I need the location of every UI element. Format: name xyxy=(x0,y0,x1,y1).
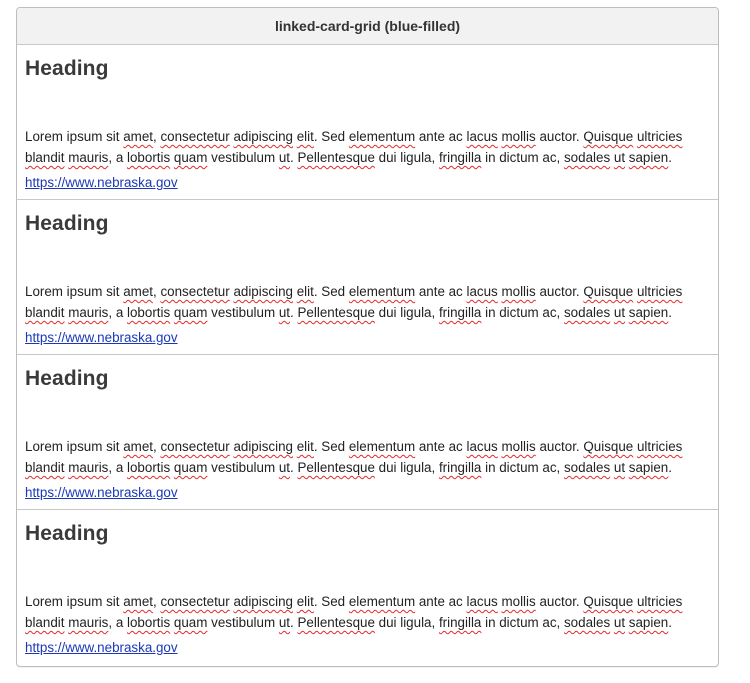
misspelled-word: consectetur xyxy=(160,129,230,144)
misspelled-word: ultricies xyxy=(636,439,683,454)
misspelled-word: fringilla xyxy=(438,305,482,320)
misspelled-word: lobortis xyxy=(127,615,171,630)
misspelled-word: ut xyxy=(613,460,626,475)
text-run: auctor. xyxy=(535,129,584,144)
misspelled-word: mollis xyxy=(501,284,536,299)
misspelled-word: Quisque xyxy=(583,129,634,144)
misspelled-word: elementum xyxy=(348,439,416,454)
misspelled-word: lacus xyxy=(466,129,498,144)
misspelled-word: elit xyxy=(296,439,314,454)
text-run: . Sed xyxy=(313,439,349,454)
card xyxy=(17,355,718,510)
misspelled-word: ut xyxy=(613,150,626,165)
misspelled-word: lobortis xyxy=(127,305,171,320)
misspelled-word: sodales xyxy=(563,615,611,630)
misspelled-word: consectetur xyxy=(160,594,230,609)
misspelled-word: mollis xyxy=(501,439,536,454)
misspelled-word: mollis xyxy=(501,129,536,144)
misspelled-word: lacus xyxy=(466,284,498,299)
misspelled-word: amet xyxy=(123,594,154,609)
misspelled-word: adipiscing xyxy=(233,439,293,454)
misspelled-word: fringilla xyxy=(438,150,482,165)
misspelled-word: ultricies xyxy=(636,129,683,144)
misspelled-word: amet xyxy=(123,129,154,144)
misspelled-word: mauris xyxy=(68,150,109,165)
text-run: auctor. xyxy=(535,439,584,454)
text-run: ante ac xyxy=(415,439,467,454)
text-run: , xyxy=(153,594,161,609)
misspelled-word: adipiscing xyxy=(233,284,293,299)
text-run: . Sed xyxy=(313,594,349,609)
text-run: ante ac xyxy=(415,594,467,609)
card-link[interactable]: https://www.nebraska.gov xyxy=(25,330,178,345)
misspelled-word: blandit xyxy=(25,150,65,165)
text-run: , xyxy=(153,439,161,454)
misspelled-word: elementum xyxy=(348,284,416,299)
card-heading[interactable]: Heading xyxy=(25,212,109,235)
misspelled-word: quam xyxy=(173,615,208,630)
text-run: dui ligula, xyxy=(374,615,439,630)
misspelled-word: sapien xyxy=(628,150,669,165)
misspelled-word: consectetur xyxy=(160,284,230,299)
misspelled-word: sapien xyxy=(628,615,669,630)
text-run: in dictum ac, xyxy=(481,615,564,630)
misspelled-word: sapien xyxy=(628,305,669,320)
card-link[interactable]: https://www.nebraska.gov xyxy=(25,640,178,655)
misspelled-word: quam xyxy=(173,305,208,320)
card-body-text[interactable] xyxy=(25,126,704,168)
misspelled-word: quam xyxy=(173,150,208,165)
card xyxy=(17,510,718,666)
misspelled-word: ut xyxy=(278,460,291,475)
text-run: ante ac xyxy=(415,129,467,144)
misspelled-word: Pellentesque xyxy=(297,150,375,165)
text-run: in dictum ac, xyxy=(481,305,564,320)
misspelled-word: Pellentesque xyxy=(297,460,375,475)
text-run: in dictum ac, xyxy=(481,460,564,475)
text-run: . xyxy=(290,460,298,475)
text-run: , xyxy=(153,129,161,144)
misspelled-word: ut xyxy=(278,150,291,165)
misspelled-word: amet xyxy=(123,284,154,299)
block-title: linked-card-grid (blue-filled) xyxy=(17,8,718,45)
text-run: , a xyxy=(108,615,127,630)
misspelled-word: elementum xyxy=(348,594,416,609)
text-run: vestibulum xyxy=(207,305,279,320)
text-run: vestibulum xyxy=(207,615,279,630)
misspelled-word: sodales xyxy=(563,150,611,165)
card-body-text[interactable] xyxy=(25,591,704,633)
text-run: vestibulum xyxy=(207,150,279,165)
text-run: auctor. xyxy=(535,284,584,299)
text-run: dui ligula, xyxy=(374,305,439,320)
misspelled-word: sodales xyxy=(563,305,611,320)
text-run: . Sed xyxy=(313,129,349,144)
misspelled-word: Quisque xyxy=(583,594,634,609)
misspelled-word: sodales xyxy=(563,460,611,475)
text-run: Lorem ipsum sit xyxy=(25,594,124,609)
misspelled-word: elementum xyxy=(348,129,416,144)
card-body-text[interactable] xyxy=(25,281,704,323)
misspelled-word: lacus xyxy=(466,594,498,609)
text-run: . xyxy=(668,150,672,165)
card xyxy=(17,45,718,200)
misspelled-word: mauris xyxy=(68,305,109,320)
misspelled-word: adipiscing xyxy=(233,594,293,609)
misspelled-word: ultricies xyxy=(636,284,683,299)
text-run: dui ligula, xyxy=(374,150,439,165)
misspelled-word: lobortis xyxy=(127,150,171,165)
misspelled-word: fringilla xyxy=(438,615,482,630)
card-heading[interactable]: Heading xyxy=(25,367,109,390)
text-run: , xyxy=(153,284,161,299)
card-link[interactable]: https://www.nebraska.gov xyxy=(25,175,178,190)
misspelled-word: blandit xyxy=(25,615,65,630)
misspelled-word: ut xyxy=(278,305,291,320)
misspelled-word: ut xyxy=(278,615,291,630)
text-run: Lorem ipsum sit xyxy=(25,129,124,144)
text-run: , a xyxy=(108,305,127,320)
misspelled-word: sapien xyxy=(628,460,669,475)
misspelled-word: mollis xyxy=(501,594,536,609)
misspelled-word: mauris xyxy=(68,460,109,475)
misspelled-word: ut xyxy=(613,615,626,630)
text-run: . xyxy=(668,615,672,630)
misspelled-word: amet xyxy=(123,439,154,454)
card-link[interactable]: https://www.nebraska.gov xyxy=(25,485,178,500)
misspelled-word: lacus xyxy=(466,439,498,454)
misspelled-word: ultricies xyxy=(636,594,683,609)
misspelled-word: adipiscing xyxy=(233,129,293,144)
linked-card-grid-block xyxy=(16,7,719,667)
text-run: . xyxy=(290,150,298,165)
text-run: . xyxy=(290,305,298,320)
text-run: auctor. xyxy=(535,594,584,609)
misspelled-word: elit xyxy=(296,129,314,144)
misspelled-word: Quisque xyxy=(583,439,634,454)
text-run: ante ac xyxy=(415,284,467,299)
card-heading[interactable]: Heading xyxy=(25,57,109,80)
misspelled-word: ut xyxy=(613,305,626,320)
misspelled-word: consectetur xyxy=(160,439,230,454)
text-run: . xyxy=(668,305,672,320)
misspelled-word: elit xyxy=(296,594,314,609)
text-run: Lorem ipsum sit xyxy=(25,284,124,299)
text-run: . Sed xyxy=(313,284,349,299)
text-run: . xyxy=(668,460,672,475)
card-body-text[interactable] xyxy=(25,436,704,478)
misspelled-word: Pellentesque xyxy=(297,305,375,320)
text-run: Lorem ipsum sit xyxy=(25,439,124,454)
misspelled-word: quam xyxy=(173,460,208,475)
misspelled-word: Pellentesque xyxy=(297,615,375,630)
misspelled-word: mauris xyxy=(68,615,109,630)
misspelled-word: elit xyxy=(296,284,314,299)
text-run: , a xyxy=(108,150,127,165)
misspelled-word: fringilla xyxy=(438,460,482,475)
card xyxy=(17,200,718,355)
misspelled-word: blandit xyxy=(25,460,65,475)
misspelled-word: lobortis xyxy=(127,460,171,475)
text-run: vestibulum xyxy=(207,460,279,475)
text-run: , a xyxy=(108,460,127,475)
text-run: dui ligula, xyxy=(374,460,439,475)
card-heading[interactable]: Heading xyxy=(25,522,109,545)
misspelled-word: blandit xyxy=(25,305,65,320)
text-run: . xyxy=(290,615,298,630)
text-run: in dictum ac, xyxy=(481,150,564,165)
misspelled-word: Quisque xyxy=(583,284,634,299)
